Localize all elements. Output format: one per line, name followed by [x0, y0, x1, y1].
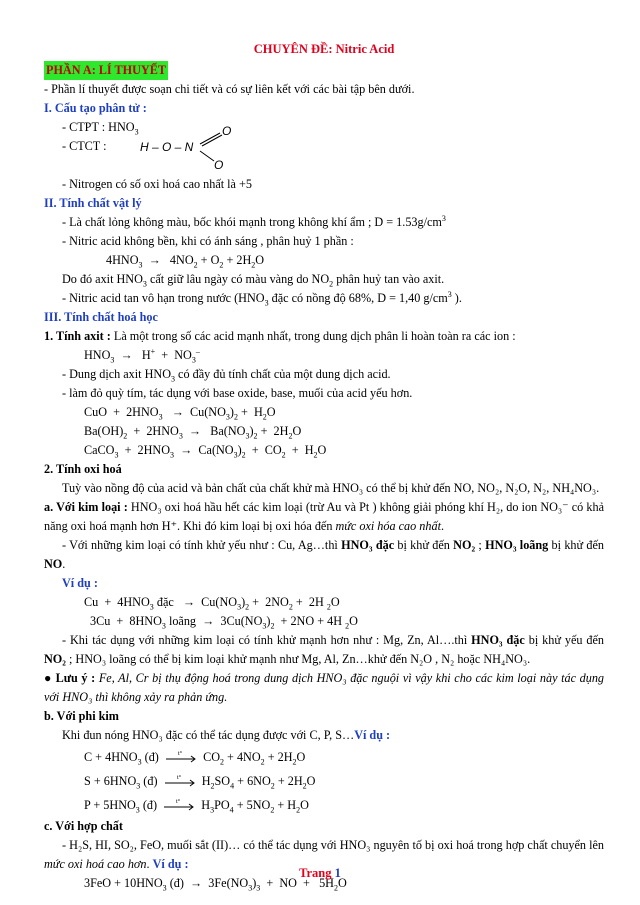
metal-paragraph: a. Với kim loại : HNO₃ oxi hoá hầu hết các kim loại (trừ Au và Pt ) không giải phóng khí H₂, do ion NO₃⁻ có khả năng oxi hoá mạnh hơn H⁺. Khi đó kim loại bị oxi hóa đến mức oxi hóa cao nhất.	[44, 500, 604, 533]
heat-arrow-icon	[164, 776, 196, 788]
decomp-equation: $4HNO_3 \to 4NO_2 + O_2 + 2H_2O$	[106, 253, 265, 270]
phys-line-5: - Nitric acid tan vô hạn trong nước ($HNO_3$ đặc có nồng độ 68%, D = 1,40 $g/cm^3$ ).	[62, 289, 462, 308]
equation-baoh2: $Ba(OH)_2 + 2HNO_3 \to Ba(NO_3)_2 + 2H_2O$	[84, 424, 302, 441]
compound-heading: c. Với hợp chất	[44, 819, 123, 833]
oxidation-paragraph: Tuỳ vào nồng độ của acid và bản chất của chất khử mà HNO₃ có thể bị khử đến NO, NO₂, N₂O, N₂, NH₄NO₃.	[62, 481, 600, 495]
equation-caco3: CaCO$_3$ + $2HNO_3 \to Ca(NO_3)_2 + CO_2 + H_2O$	[84, 443, 327, 460]
ctct-line: - CTCT : H – O – N O O	[44, 137, 604, 156]
nonmetal-text: Khi đun nóng HNO₃ đặc có thể tác dụng được với C, P, S…Ví dụ :	[62, 728, 391, 742]
heat-arrow-icon	[163, 800, 195, 812]
note-paragraph: ● Lưu ý : Fe, Al, Cr bị thụ động hoá trong dung dịch HNO₃ đặc nguội vì vậy khi cho các kim loại này tác dụng với HNO₃ thì không xảy ra phản ứng.	[44, 671, 605, 704]
page-footer	[0, 866, 640, 881]
acid-line-2: - Dung dịch axit $HNO_3$ có đầy đủ tính chất của một dung dịch acid.	[62, 367, 391, 384]
section-1-heading: I. Cấu tạo phân tử :	[44, 101, 147, 115]
struct-o-bottom: O	[213, 158, 223, 171]
struct-o-top: O	[221, 124, 231, 138]
equation-cu-dac: $Cu + 4HNO_3$ đặc → $Cu(NO_3)_2 + 2NO_2 + 2H$ $_2$O	[84, 595, 340, 612]
oxidation-line: - Nitrogen có số oxi hoá cao nhất là +5	[62, 177, 252, 191]
compound-paragraph: - H₂S, HI, SO₂, FeO, muối sắt (II)… có thể tác dụng với HNO₃ nguyên tố bị oxi hoá trong hợp chất chuyển lên mức oxi hoá cao hơn. Ví dụ :	[44, 838, 604, 871]
oxidation-heading: 2. Tính oxi hoá	[44, 462, 122, 476]
equation-sulfur: $S + 6HNO_3$ (đ) t° $H_2SO_4 + 6NO_2 + 2H_2O$	[84, 774, 316, 791]
page-title: CHUYÊN ĐỀ: Nitric Acid	[253, 42, 395, 56]
equation-phosphorus: $P + 5HNO_3$ (đ) t° $H_3PO_4 + 5NO_2 + H_2O$	[84, 798, 309, 815]
nonmetal-heading: b. Với phi kim	[44, 709, 119, 723]
section-3-heading: III. Tính chất hoá học	[44, 310, 158, 324]
equation-carbon: $C + 4HNO_3$ (đ) t° $CO_2 + 4NO_2 + 2H_2O$	[84, 750, 306, 767]
equation-cu-loang: $3Cu + 8HNO_3$ loãng → $3Cu(NO_3)_2 + 2NO + 4H$ $_2$O	[90, 614, 358, 631]
ctpt-line: - CTPT : $HNO_3$	[62, 120, 139, 137]
equation-feo: $3FeO + 10HNO_3$ (đ) → $3Fe(NO_3)_3$ + NO + $5H_2O$	[84, 876, 347, 893]
intro-line: - Phần lí thuyết được soạn chi tiết và có sự liên kết với các bài tập bên dưới.	[44, 82, 415, 96]
example-label-a: Ví dụ :	[62, 576, 98, 590]
svg-text:t°: t°	[176, 775, 181, 782]
footer-label: Trang	[299, 866, 332, 880]
phys-line-4: Do đó axit $HNO_3$ cất giữ lâu ngày có màu vàng do $NO_2$ phân huỷ tan vào axit.	[62, 272, 445, 289]
acid-heading-line: 1. Tính axit : Là một trong số các acid mạnh nhất, trong dung dịch phân li hoàn toàn ra các ion :	[44, 329, 516, 343]
phys-line-2: - Nitric acid không bền, khi có ánh sáng , phân huỷ 1 phần :	[62, 234, 354, 248]
page-number: 1	[334, 866, 341, 880]
weak-metal-paragraph: - Với những kim loại có tính khử yếu như : Cu, Ag…thì HNO₃ đặc bị khử đến NO₂ ; HNO₃ loãng bị khử đến NO.	[44, 538, 605, 571]
phys-line-1: - Là chất lỏng không màu, bốc khói mạnh trong không khí ẩm ; $D = 1.53g/cm^3$	[62, 213, 446, 229]
acid-line-3: - làm đỏ quỳ tím, tác dụng với base oxide, base, muối của acid yếu hơn.	[62, 386, 413, 400]
section-2-heading: II. Tính chất vật lý	[44, 196, 142, 210]
heat-arrow-icon	[165, 752, 197, 764]
strong-metal-paragraph: - Khi tác dụng với những kim loại có tính khử mạnh hơn như : Mg, Zn, Al….thì HNO₃ đặc bị khử yếu đến NO₂ ; HNO₃ loãng có thể bị kim loại khử mạnh như Mg, Al, Zn…khử đến N₂O , N₂ hoặc NH₄NO₃.	[44, 633, 605, 666]
equation-cuo: CuO + $2HNO_3 \to Cu(NO_3)_2 + H_2O$	[84, 405, 276, 422]
svg-text:t°: t°	[177, 751, 183, 758]
ionization-equation: $HNO_3 \to H^+ + NO_3^-$	[84, 346, 200, 365]
document-page	[44, 40, 604, 893]
svg-text:t°: t°	[176, 799, 181, 806]
struct-chain: H – O – N	[139, 140, 193, 154]
part-a-heading: PHẦN A: LÍ THUYẾT	[44, 61, 168, 80]
